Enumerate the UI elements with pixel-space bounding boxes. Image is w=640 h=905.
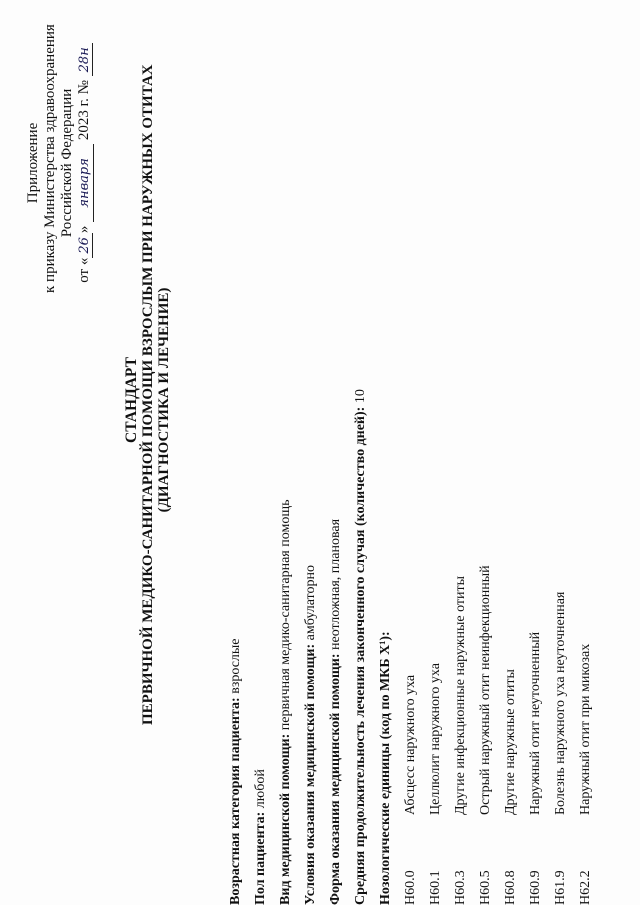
form-label: Форма оказания медицинской помощи: (328, 653, 343, 905)
code-name: Болезнь наружного уха неуточненная (553, 591, 568, 815)
code-cell: H62.2 (578, 870, 593, 905)
date-year: 2023 г. № (76, 80, 92, 141)
code-cell: H61.9 (553, 870, 568, 905)
form-value: неотложная, плановая (328, 518, 343, 650)
code-name: Целлюлит наружного уха (428, 663, 443, 815)
nosology-heading (378, 631, 394, 905)
nosology-label: Нозологические единицы (код по МКБ X¹): (378, 631, 393, 905)
code-cell: H60.0 (403, 870, 418, 905)
patient-sex (253, 769, 269, 905)
duration-label: Средняя продолжительность лечения законченного случая (количество дней): (353, 406, 368, 905)
age-label: Возрастная категория пациента: (228, 697, 243, 905)
duration-value: 10 (353, 389, 368, 404)
annex-line-1: к приказу Министерства здравоохранения (42, 24, 58, 293)
code-name: Абсцесс наружного уха (403, 674, 418, 815)
standard-title (123, 64, 172, 725)
code-name: Наружный отит при микозах (578, 643, 593, 815)
type-value: первичная медико-санитарная помощь (278, 499, 293, 731)
code-cell: H60.5 (478, 870, 493, 905)
code-name: Другие инфекционные наружные отиты (453, 575, 468, 815)
type-label: Вид медицинской помощи: (278, 733, 293, 905)
code-cell: H60.3 (453, 870, 468, 905)
care-type (278, 500, 294, 905)
annex-line-2: Российской Федерации (59, 88, 75, 238)
age-category (228, 638, 244, 905)
date-mid: » (76, 225, 92, 234)
sex-label: Пол пациента: (253, 811, 268, 905)
code-name: Другие наружные отиты (503, 669, 518, 815)
care-conditions (303, 565, 319, 905)
conditions-value: амбулаторно (303, 565, 318, 641)
code-cell: H60.8 (503, 870, 518, 905)
annex-title: Приложение (25, 122, 41, 204)
annex-date-line (76, 33, 94, 293)
code-name: Острый наружный отит неинфекционный (478, 565, 493, 815)
age-value: взрослые (228, 638, 243, 694)
title-line-3: (ДИАГНОСТИКА И ЛЕЧЕНИЕ) (156, 287, 172, 513)
title-line-1: СТАНДАРТ (123, 357, 140, 443)
date-day: 26 (77, 233, 93, 258)
treatment-duration (353, 389, 369, 905)
code-cell: H60.9 (528, 870, 543, 905)
order-number: 28н (77, 43, 93, 76)
care-form (328, 519, 344, 905)
date-month: января (76, 144, 94, 222)
annex-header (25, 24, 94, 293)
conditions-label: Условия оказания медицинской помощи: (303, 643, 318, 905)
code-name: Наружный отит неуточненный (528, 631, 543, 815)
date-prefix: от « (76, 257, 92, 283)
code-cell: H60.1 (428, 870, 443, 905)
title-line-2: ПЕРВИЧНОЙ МЕДИКО-САНИТАРНОЙ ПОМОЩИ ВЗРОСЛЫМ ПРИ НАРУЖНЫХ ОТИТАХ (140, 64, 156, 725)
sex-value: любой (253, 769, 268, 809)
